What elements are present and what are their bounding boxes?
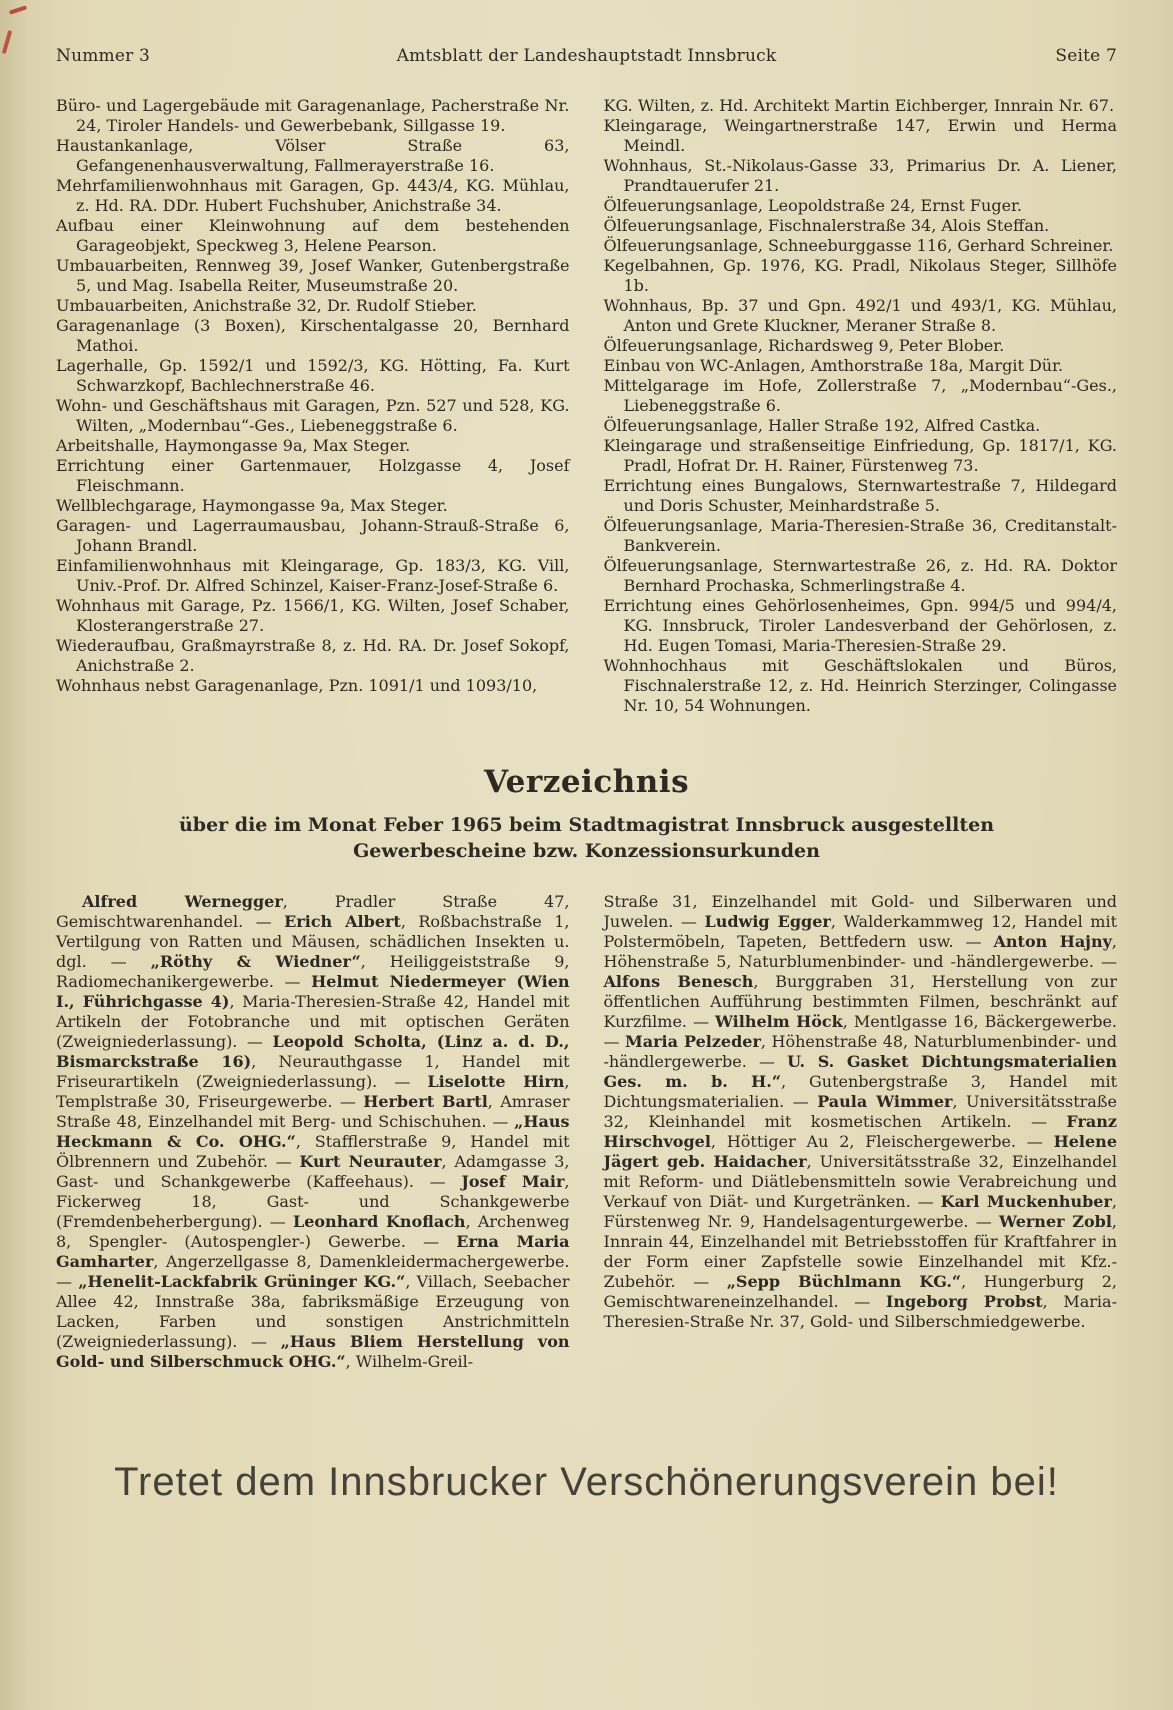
permit-entry: Wellblechgarage, Haymongasse 9a, Max Steger.: [56, 496, 448, 515]
license-text: , Pradler Straße 47, Gemischtwarenhandel. —: [56, 892, 570, 931]
page-number: Seite 7: [1055, 46, 1117, 66]
permit-entry: Ölfeuerungsanlage, Haller Straße 192, Alfred Castka.: [603, 416, 1041, 435]
licensee-name: Karl Muckenhuber: [940, 1192, 1112, 1211]
licensee-name: Wilhelm Höck: [714, 1012, 843, 1031]
permit-entry: Wohnhaus, St.-Nikolaus-Gasse 33, Primarius Dr. A. Liener, Prandtauerufer 21.: [603, 156, 1117, 195]
permit-entry: Ölfeuerungsanlage, Leopoldstraße 24, Ernst Fuger.: [603, 196, 1023, 215]
red-ink-mark: [2, 30, 12, 54]
license-text: , Neurauthgasse 1, Handel mit Friseurartikeln (Zweigniederlassung). —: [56, 1052, 570, 1091]
permit-entry: Errichtung einer Gartenmauer, Holzgasse 4, Josef Fleischmann.: [56, 456, 570, 495]
license-text: , Höhenstraße 5, Naturblumenbinder- und -händlergewerbe. —: [603, 932, 1117, 971]
permit-entry: Arbeitshalle, Haymongasse 9a, Max Steger.: [56, 436, 411, 455]
license-text: , Fickerweg 18, Gast- und Schankgewerbe (Fremdenbeherbergung). —: [56, 1172, 570, 1231]
permit-entry: Wohnhaus mit Garage, Pz. 1566/1, KG. Wilten, Josef Schaber, Klosterangerstraße 27.: [56, 596, 570, 635]
license-text: , Heiliggeiststraße 9, Radiomechanikergewerbe. —: [56, 952, 570, 991]
section-subtitle-line2: Gewerbescheine bzw. Konzessionsurkunden: [353, 840, 820, 862]
licensee-name: Herbert Bartl: [363, 1092, 488, 1111]
building-permits-section: [56, 96, 1117, 716]
permit-entry: Garagenanlage (3 Boxen), Kirschentalgasse 20, Bernhard Mathoi.: [56, 316, 570, 355]
permits-left-column: [56, 96, 570, 716]
license-text: , Wilhelm-Greil-: [345, 1352, 474, 1371]
licensee-name: Werner Zobl: [999, 1212, 1112, 1231]
red-ink-mark: [9, 5, 27, 14]
bottom-banner: [56, 1460, 1117, 1505]
licensee-name: Kurt Neurauter: [299, 1152, 442, 1171]
licensee-name: Josef Mair: [461, 1172, 565, 1191]
permit-entry: Aufbau einer Kleinwohnung auf dem bestehenden Garageobjekt, Speckweg 3, Helene Pearson.: [56, 216, 570, 255]
permit-entry: Büro- und Lagergebäude mit Garagenanlage, Pacherstraße Nr. 24, Tiroler Handels- und Gewerbebank, Sillgasse 19.: [56, 96, 570, 135]
license-text: , Maria-Theresien-Straße 42, Handel mit Artikeln der Fotobranche und mit optischen Geräten (Zweigniederlassung). —: [56, 992, 570, 1051]
banner-text: Tretet dem Innsbrucker Verschönerungsverein bei!: [114, 1460, 1059, 1504]
section-title: Verzeichnis: [483, 764, 690, 800]
permit-entry: Einbau von WC-Anlagen, Amthorstraße 18a, Margit Dür.: [603, 356, 1064, 375]
license-text: , Templstraße 30, Friseurgewerbe. —: [56, 1072, 570, 1111]
licensee-name: „Henelit-Lackfabrik Grüninger KG.“: [78, 1272, 406, 1291]
licensee-name: Alfred Wernegger: [82, 892, 283, 911]
license-text: , Innrain 44, Einzelhandel mit Betriebsstoffen für Kraftfahrer in der Form einer Zapfstelle sowie Einzelhandel mit Kfz.-Zubehör. —: [603, 1212, 1118, 1291]
permits-right-column: [604, 96, 1118, 716]
license-text: , Adamgasse 3, Gast- und Schankgewerbe (Kaffeehaus). —: [56, 1152, 570, 1191]
gazette-title: Amtsblatt der Landeshauptstadt Innsbruck: [396, 46, 777, 66]
masthead: [56, 46, 1117, 66]
license-text: , Hungerburg 2, Gemischtwareneinzelhandel. —: [603, 1272, 1118, 1311]
licenses-left-column: [56, 892, 570, 1372]
permit-entry: Kleingarage, Weingartnerstraße 147, Erwin und Herma Meindl.: [603, 116, 1117, 155]
license-text: , Villach, Seebacher Allee 42, Innstraße 38a, fabriksmäßige Erzeugung von Lacken, Farben und sonstigen Anstrichmitteln (Zweigniederlassung). —: [56, 1272, 570, 1351]
licensee-name: U. S. Gasket Dichtungsmaterialien Ges. m. b. H.“: [603, 1052, 1118, 1091]
license-text: , Universitätsstraße 32, Kleinhandel mit kosmetischen Artikeln. —: [603, 1092, 1117, 1131]
permit-entry: Wohnhochhaus mit Geschäftslokalen und Büros, Fischnalerstraße 12, z. Hd. Heinrich Sterzinger, Colingasse Nr. 10, 54 Wohnungen.: [603, 656, 1117, 715]
license-text: , Mentlgasse 16, Bäckergewerbe. —: [603, 1012, 1118, 1051]
trade-licenses-section: [56, 892, 1117, 1372]
licenses-right-column: [604, 892, 1118, 1372]
license-text: , Burggraben 31, Herstellung von zur öffentlichen Aufführung bestimmten Filmen, beschränkt auf Kurzfilme. —: [603, 972, 1118, 1031]
licensee-name: Helmut Niedermeyer (Wien I., Führichgasse 4): [56, 972, 570, 1011]
permit-entry: Wohn- und Geschäftshaus mit Garagen, Pzn. 527 und 528, KG. Wilten, „Modernbau“-Ges., Liebeneggstraße 6.: [56, 396, 570, 435]
licensee-name: „Haus Bliem Herstellung von Gold- und Silberschmuck OHG.“: [56, 1332, 570, 1371]
permit-entry: Mehrfamilienwohnhaus mit Garagen, Gp. 443/4, KG. Mühlau, z. Hd. RA. DDr. Hubert Fuchshuber, Anichstraße 34.: [56, 176, 570, 215]
license-text: Straße 31, Einzelhandel mit Gold- und Silberwaren und Juwelen. —: [603, 892, 1117, 931]
license-text: , Walderkammweg 12, Handel mit Polstermöbeln, Tapeten, Bettfedern usw. —: [603, 912, 1118, 951]
licensee-name: Liselotte Hirn: [427, 1072, 565, 1091]
permit-entry: Umbauarbeiten, Rennweg 39, Josef Wanker, Gutenbergstraße 5, und Mag. Isabella Reiter, Museumstraße 20.: [56, 256, 570, 295]
license-text: , Universitätsstraße 32, Einzelhandel mit Reform- und Diätlebensmitteln sowie Verabreichung und Verkauf von Diät- und Kurgetränken. —: [603, 1152, 1117, 1211]
license-text: , Höttiger Au 2, Fleischergewerbe. —: [710, 1132, 1054, 1151]
permit-entry: Umbauarbeiten, Anichstraße 32, Dr. Rudolf Stieber.: [56, 296, 477, 315]
section-subtitle-line1: über die im Monat Feber 1965 beim Stadtmagistrat Innsbruck ausgestellten: [178, 814, 995, 836]
permit-entry: Lagerhalle, Gp. 1592/1 und 1592/3, KG. Hötting, Fa. Kurt Schwarzkopf, Bachlechnerstraße 46.: [56, 356, 570, 395]
licensee-name: Paula Wimmer: [817, 1092, 953, 1111]
license-text: , Höhenstraße 48, Naturblumenbinder- und -händlergewerbe. —: [603, 1032, 1117, 1071]
license-text: , Maria-Theresien-Straße Nr. 37, Gold- und Silberschmiedgewerbe.: [603, 1292, 1117, 1331]
licensee-name: Leonhard Knoflach: [292, 1212, 466, 1231]
permit-entry: Ölfeuerungsanlage, Richardsweg 9, Peter Blober.: [603, 336, 1005, 355]
licensee-name: „Sepp Büchlmann KG.“: [726, 1272, 962, 1291]
permit-entry: Ölfeuerungsanlage, Schneeburggasse 116, Gerhard Schreiner.: [603, 236, 1114, 255]
permit-entry: Errichtung eines Bungalows, Sternwartestraße 7, Hildegard und Doris Schuster, Meinhardstraße 5.: [603, 476, 1117, 515]
permit-entry: Wohnhaus, Bp. 37 und Gpn. 492/1 und 493/1, KG. Mühlau, Anton und Grete Kluckner, Meraner Straße 8.: [603, 296, 1117, 335]
licensee-name: Erna Maria Gamharter: [56, 1232, 570, 1271]
permit-entry: KG. Wilten, z. Hd. Architekt Martin Eichberger, Innrain Nr. 67.: [603, 96, 1115, 115]
licensee-name: Ludwig Egger: [704, 912, 831, 931]
licensee-name: Helene Jägert geb. Haidacher: [603, 1132, 1117, 1171]
permit-entry: Errichtung eines Gehörlosenheimes, Gpn. 994/5 und 994/4, KG. Innsbruck, Tiroler Landesverband der Gehörlosen, z. Hd. Eugen Tomasi, Maria-Theresien-Straße 29.: [603, 596, 1117, 655]
permit-entry: Garagen- und Lagerraumausbau, Johann-Strauß-Straße 6, Johann Brandl.: [56, 516, 570, 555]
permit-entry: Kleingarage und straßenseitige Einfriedung, Gp. 1817/1, KG. Pradl, Hofrat Dr. H. Rainer, Fürstenweg 73.: [603, 436, 1117, 475]
permit-entry: Wiederaufbau, Graßmayrstraße 8, z. Hd. RA. Dr. Josef Sokopf, Anichstraße 2.: [56, 636, 570, 675]
license-text: , Amraser Straße 48, Einzelhandel mit Berg- und Schischuhen. —: [56, 1092, 570, 1131]
permit-entry: Ölfeuerungsanlage, Fischnalerstraße 34, Alois Steffan.: [603, 216, 1050, 235]
licensee-name: Erich Albert: [284, 912, 401, 931]
license-text: , Stafflerstraße 9, Handel mit Ölbrennern und Zubehör. —: [56, 1132, 570, 1171]
directory-heading: [56, 764, 1117, 864]
permit-entry: Ölfeuerungsanlage, Sternwartestraße 26, z. Hd. RA. Doktor Bernhard Prochaska, Schmerlingstraße 4.: [603, 556, 1117, 595]
licensee-name: „Haus Heckmann & Co. OHG.“: [56, 1112, 570, 1151]
permit-entry: Wohnhaus nebst Garagenanlage, Pzn. 1091/1 und 1093/10,: [56, 676, 538, 695]
license-text: , Roßbachstraße 1, Vertilgung von Ratten und Mäusen, schädlichen Insekten u. dgl. —: [56, 912, 570, 971]
permit-entry: Haustankanlage, Völser Straße 63, Gefangenenhausverwaltung, Fallmerayerstraße 16.: [56, 136, 570, 175]
license-text: , Archenweg 8, Spengler- (Autospengler-) Gewerbe. —: [56, 1212, 570, 1251]
issue-number: Nummer 3: [56, 46, 151, 66]
license-text: , Fürstenweg Nr. 9, Handelsagenturgewerbe. —: [603, 1192, 1117, 1231]
licensee-name: Ingeborg Probst: [885, 1292, 1043, 1311]
licensee-name: „Röthy & Wiedner“: [150, 952, 361, 971]
license-text: , Angerzellgasse 8, Damenkleidermachergewerbe. —: [56, 1252, 570, 1291]
licensee-name: Maria Pelzeder: [625, 1032, 761, 1051]
permit-entry: Kegelbahnen, Gp. 1976, KG. Pradl, Nikolaus Steger, Sillhöfe 1b.: [603, 256, 1117, 295]
licensee-name: Leopold Scholta, (Linz a. d. D., Bismarckstraße 16): [56, 1032, 570, 1071]
licensee-name: Alfons Benesch: [603, 972, 754, 991]
licensee-name: Anton Hajny: [993, 932, 1112, 951]
permit-entry: Einfamilienwohnhaus mit Kleingarage, Gp. 183/3, KG. Vill, Univ.-Prof. Dr. Alfred Schinzel, Kaiser-Franz-Josef-Straße 6.: [56, 556, 570, 595]
licensee-name: Franz Hirschvogel: [603, 1112, 1117, 1151]
license-text: , Gutenbergstraße 3, Handel mit Dichtungsmaterialien. —: [603, 1072, 1118, 1111]
permit-entry: Mittelgarage im Hofe, Zollerstraße 7, „Modernbau“-Ges., Liebeneggstraße 6.: [603, 376, 1117, 415]
permit-entry: Ölfeuerungsanlage, Maria-Theresien-Straße 36, Creditanstalt-Bankverein.: [603, 516, 1117, 555]
